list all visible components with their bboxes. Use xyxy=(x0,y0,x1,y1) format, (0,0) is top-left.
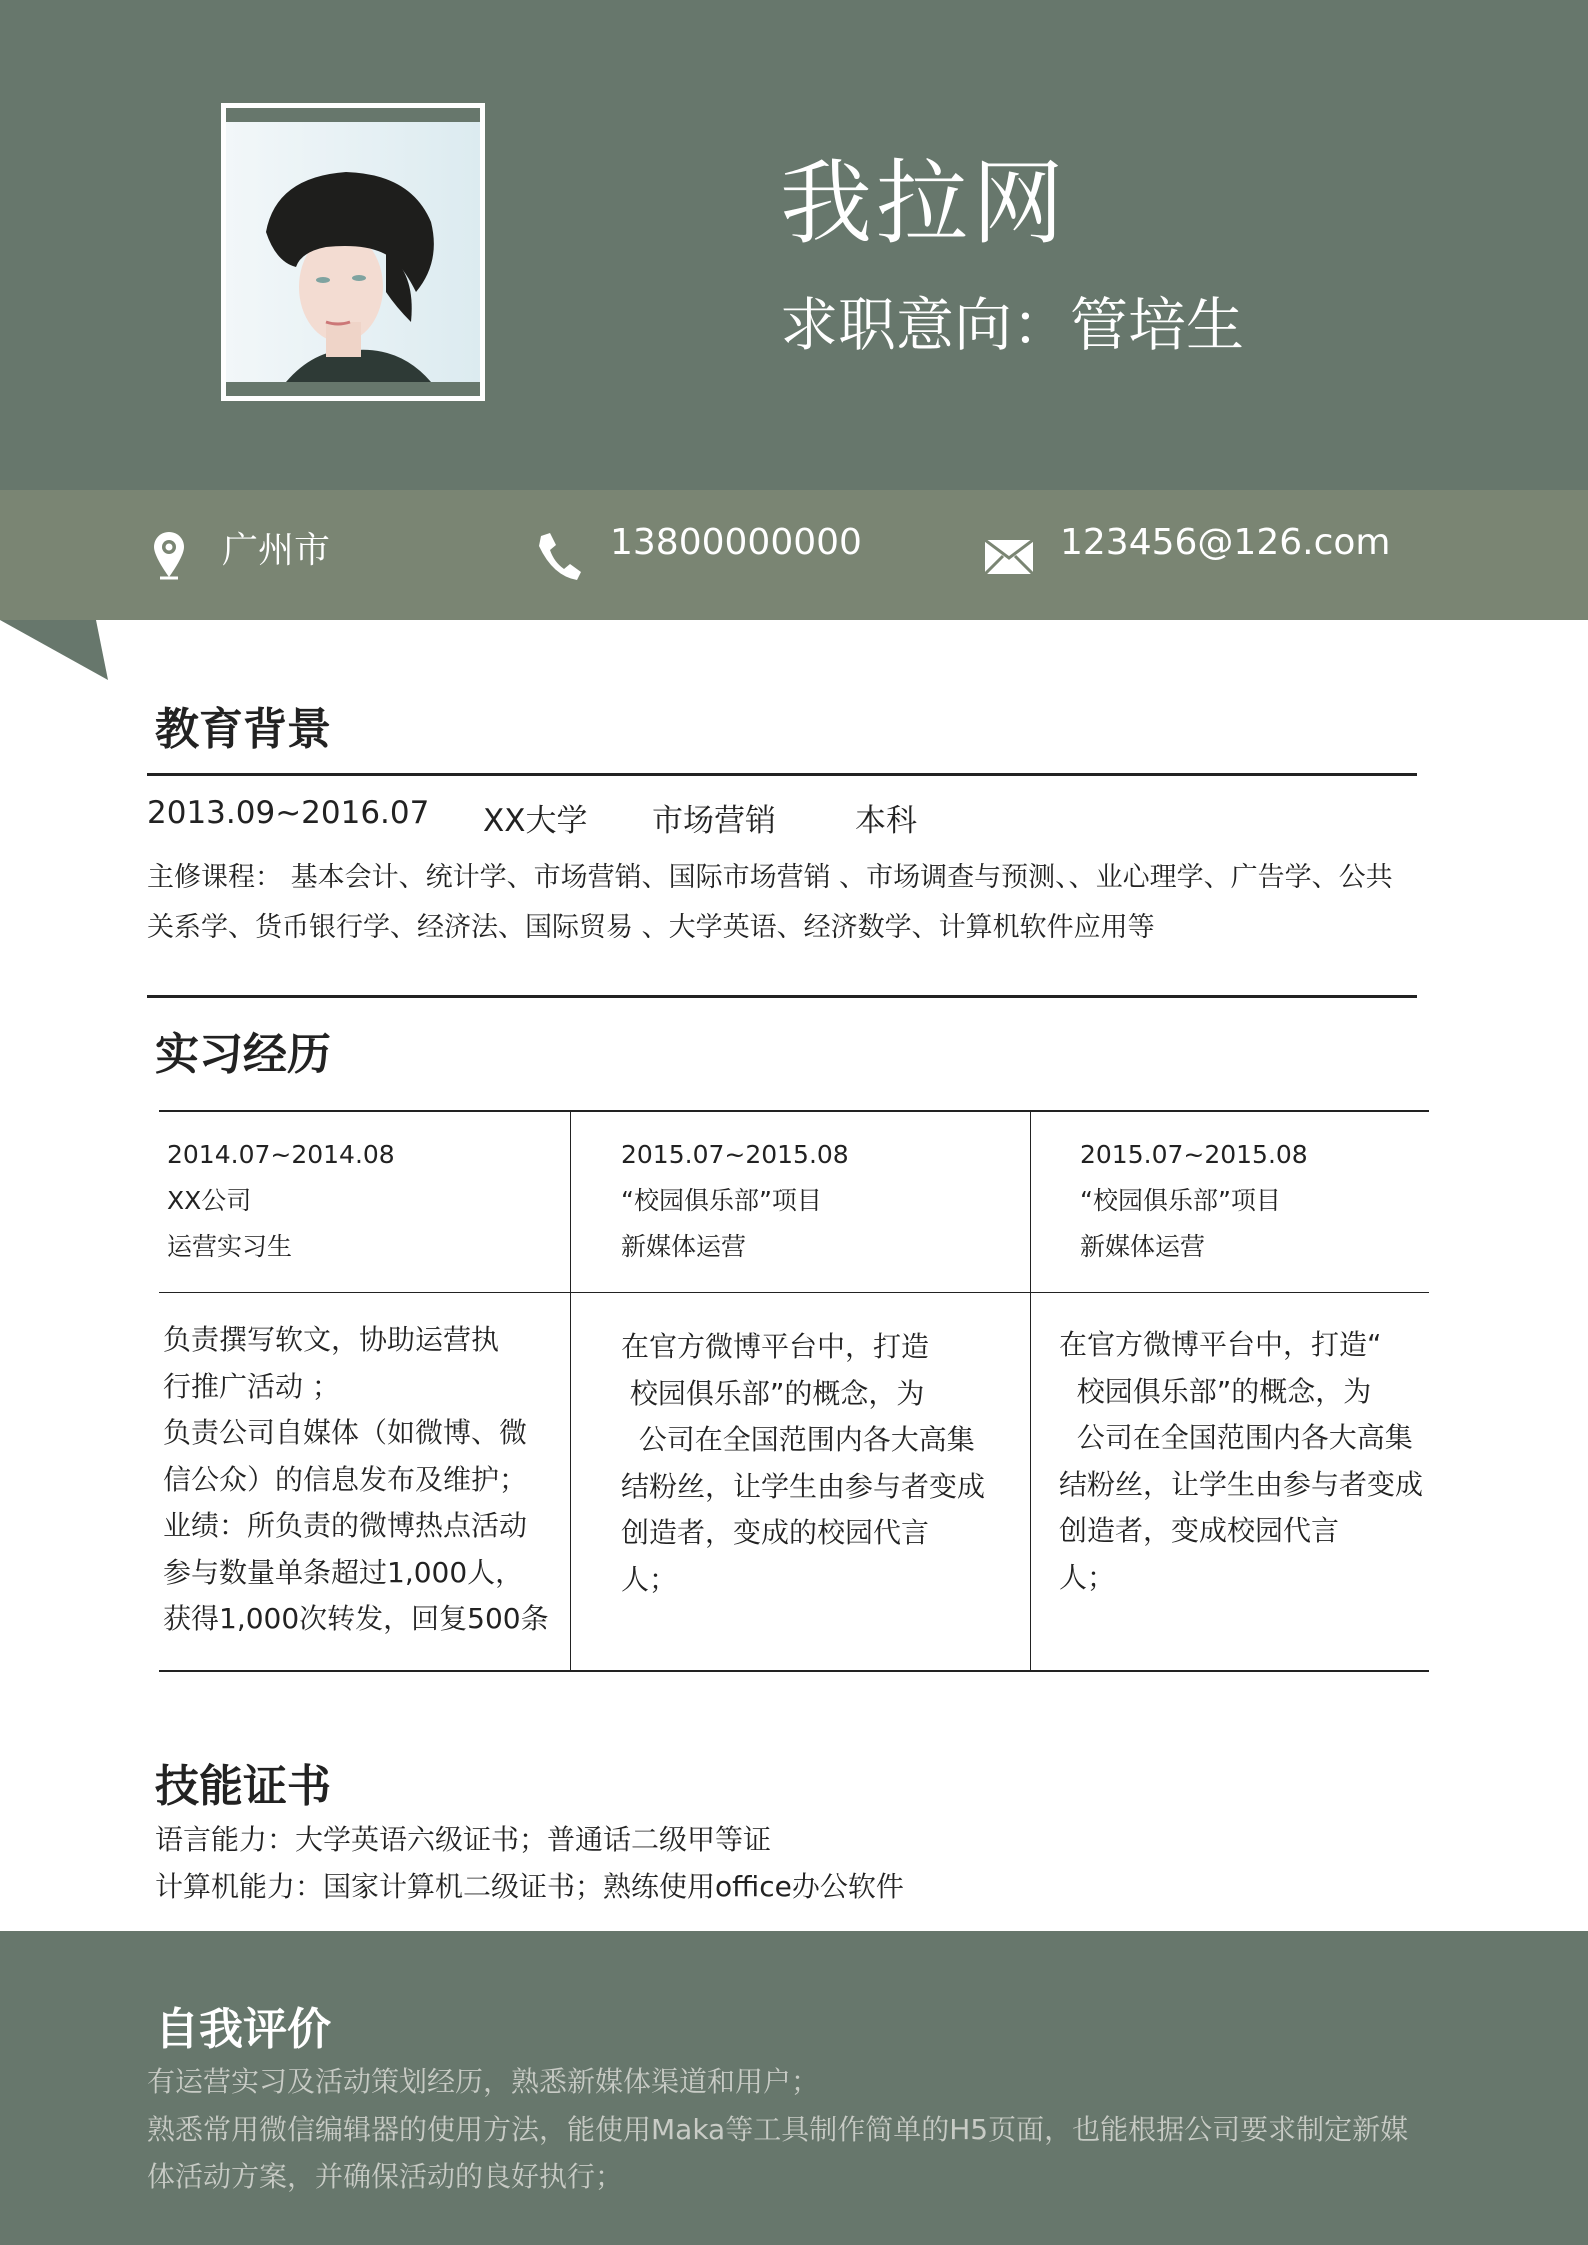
job-intent: 求职意向：管培生 xyxy=(780,291,1245,359)
section-title-internship: 实习经历 xyxy=(155,1029,331,1080)
edu-courses-line: 主修课程： 基本会计、统计学、市场营销、国际市场营销 、市场调查与预测、、业心理学、广告学、公共 xyxy=(147,862,1393,893)
internship-description-3: 在官方微博平台中，打造“ 校园俱乐部”的概念，为 公司在全国范围内各大高集 结粉丝，让学生由参与者变成 创造者，变成校园代言 人； xyxy=(1059,1328,1424,1594)
internship-header-3 xyxy=(1080,1132,1308,1270)
mail-icon xyxy=(985,540,1033,574)
divider xyxy=(147,995,1417,998)
evaluation-line: 有运营实习及活动策划经历，熟悉新媒体渠道和用户； xyxy=(147,2065,820,2098)
internship-table xyxy=(159,1110,1429,1672)
role: 新媒体运营 xyxy=(1080,1232,1206,1261)
edu-school: XX大学 xyxy=(483,803,588,839)
portrait-image xyxy=(226,122,480,382)
skill-line: 计算机能力：国家计算机二级证书；熟练使用office办公软件 xyxy=(155,1870,904,1903)
location-pin-icon xyxy=(152,530,186,582)
edu-degree: 本科 xyxy=(855,803,917,839)
edu-major: 市场营销 xyxy=(652,803,776,839)
section-title-education: 教育背景 xyxy=(155,704,331,755)
period: 2015.07~2015.08 xyxy=(621,1140,849,1169)
organization: XX公司 xyxy=(167,1186,252,1215)
column-divider xyxy=(1030,1112,1031,1670)
internship-header-1 xyxy=(167,1132,395,1270)
evaluation-line: 熟悉常用微信编辑器的使用方法，能使用Maka等工具制作简单的H5页面，也能根据公司要求制定新媒 xyxy=(147,2113,1409,2146)
row-divider xyxy=(159,1292,1429,1293)
edu-period: 2013.09~2016.07 xyxy=(147,795,430,831)
candidate-name: 我拉网 xyxy=(780,150,1069,257)
role: 新媒体运营 xyxy=(621,1232,747,1261)
ribbon-fold-decoration xyxy=(0,620,110,682)
evaluation-line: 体活动方案，并确保活动的良好执行； xyxy=(147,2160,624,2193)
role: 运营实习生 xyxy=(167,1232,293,1261)
period: 2014.07~2014.08 xyxy=(167,1140,395,1169)
internship-header-2 xyxy=(621,1132,849,1270)
contact-city: 广州市 xyxy=(222,530,331,571)
skill-line: 语言能力：大学英语六级证书；普通话二级甲等证 xyxy=(155,1823,772,1856)
section-title-evaluation: 自我评价 xyxy=(155,2004,331,2055)
phone-icon xyxy=(533,530,583,580)
edu-courses-line: 关系学、货币银行学、经济法、国际贸易 、大学英语、经济数学、计算机软件应用等 xyxy=(147,912,1155,943)
divider xyxy=(147,773,1417,776)
internship-description-1: 负责撰写软文，协助运营执 行推广活动 ； 负责公司自媒体（如微博、微 信公众）的信息发布及维护； 业绩：所负责的微博热点活动 参与数量单条超过1,000人， 获得1,000次转发，回复500条 xyxy=(163,1323,549,1635)
organization: “校园俱乐部”项目 xyxy=(621,1186,822,1215)
contact-email[interactable]: 123456@126.com xyxy=(1060,522,1391,563)
organization: “校园俱乐部”项目 xyxy=(1080,1186,1281,1215)
period: 2015.07~2015.08 xyxy=(1080,1140,1308,1169)
profile-photo xyxy=(221,103,485,401)
column-divider xyxy=(570,1112,571,1670)
section-title-skills: 技能证书 xyxy=(155,1761,331,1812)
contact-phone[interactable]: 13800000000 xyxy=(610,522,862,563)
internship-description-2: 在官方微博平台中，打造 校园俱乐部”的概念，为 公司在全国范围内各大高集 结粉丝，让学生由参与者变成 创造者，变成的校园代言 人； xyxy=(621,1330,986,1596)
